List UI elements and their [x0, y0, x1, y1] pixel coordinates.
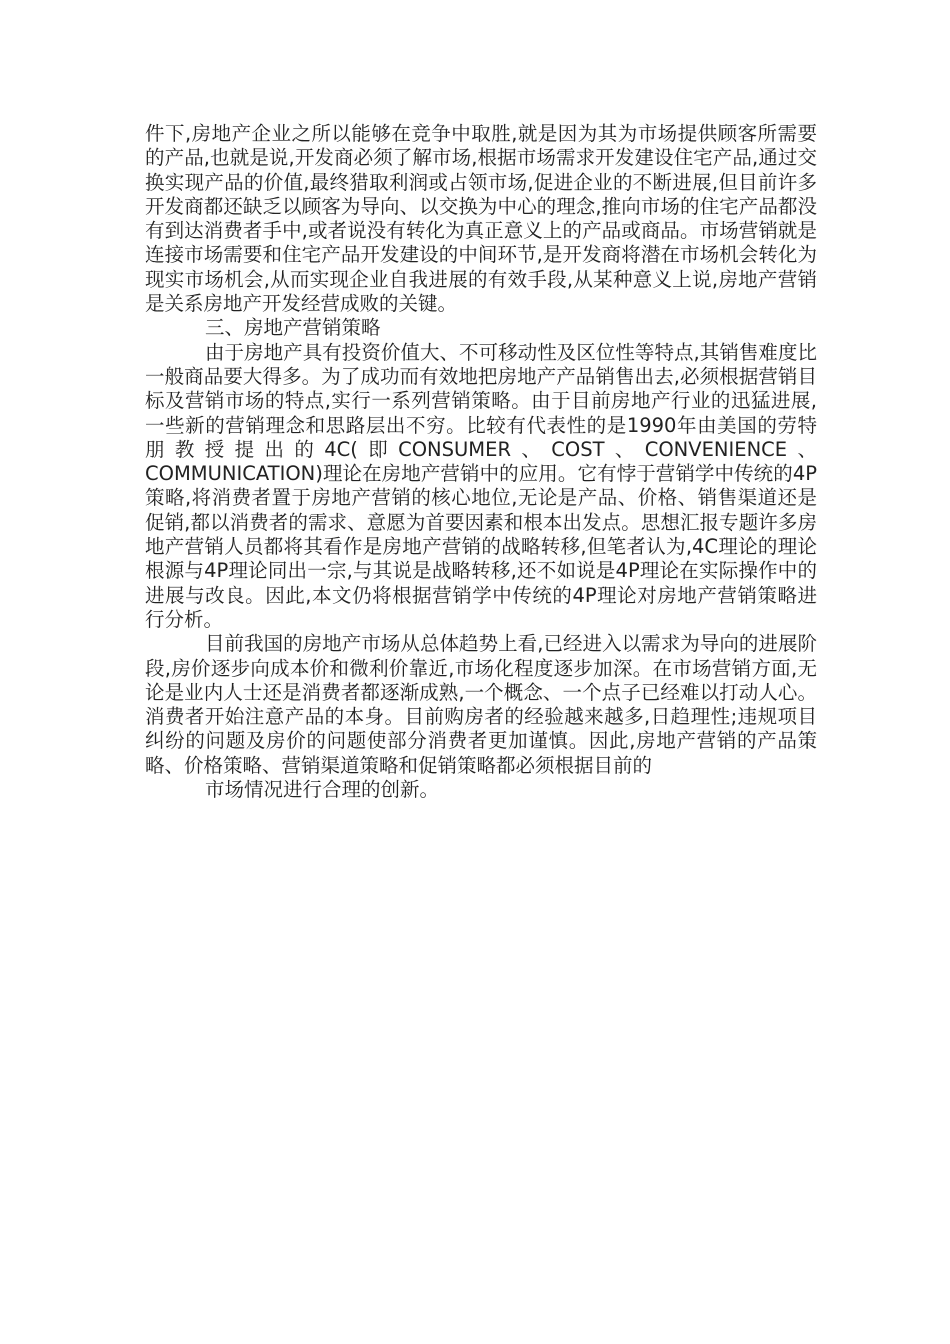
section-heading: 三、房地产营销策略 — [205, 316, 381, 340]
document-body — [145, 122, 817, 802]
paragraph-continuation: 件下,房地产企业之所以能够在竞争中取胜,就是因为其为市场提供顾客所需要的产品,也就是说,开发商必须了解市场,根据市场需求开发建设住宅产品,通过交换实现产品的价值,最终猎取利润或占领市场,促进企业的不断进展,但目前许多开发商都还缺乏以顾客为导向、以交换为中心的理念,推向市场的住宅产品都没有到达消费者手中,或者说没有转化为真正意义上的产品或商品。市场营销就是连接市场需要和住宅产品开发建设的中间环节,是开发商将潜在市场机会转化为现实市场机会,从而实现企业自我进展的有效手段,从某种意义上说,房地产营销是关系房地产开发经营成败的关键。 — [145, 122, 817, 316]
paragraph-closing: 市场情况进行合理的创新。 — [205, 778, 440, 802]
paragraph-strategy-intro: 由于房地产具有投资价值大、不可移动性及区位性等特点,其销售难度比一般商品要大得多。为了成功而有效地把房地产产品销售出去,必须根据营销目标及营销市场的特点,实行一系列营销策略。由于目前房地产行业的迅猛进展,一些新的营销理念和思路层出不穷。比较有代表性的是1990年由美国的劳特朋教授提出的4C(即CONSUMER、COST、CONVENIENCE、COMMUNICATION)理论在房地产营销中的应用。它有悖于营销学中传统的4P策略,将消费者置于房地产营销的核心地位,无论是产品、价格、销售渠道还是促销,都以消费者的需求、意愿为首要因素和根本出发点。思想汇报专题许多房地产营销人员都将其看作是房地产营销的战略转移,但笔者认为,4C理论的理论根源与4P理论同出一宗,与其说是战略转移,还不如说是4P理论在实际操作中的进展与改良。因此,本文仍将根据营销学中传统的4P理论对房地产营销策略进行分析。 — [145, 340, 817, 631]
paragraph-market-trend: 目前我国的房地产市场从总体趋势上看,已经进入以需求为导向的进展阶段,房价逐步向成本价和微利价靠近,市场化程度逐步加深。在市场营销方面,无论是业内人士还是消费者都逐渐成熟,一个概念、一个点子已经难以打动人心。消费者开始注意产品的本身。目前购房者的经验越来越多,日趋理性;违规项目纠纷的问题及房价的问题使部分消费者更加谨慎。因此,房地产营销的产品策略、价格策略、营销渠道策略和促销策略都必须根据目前的 — [145, 632, 817, 777]
